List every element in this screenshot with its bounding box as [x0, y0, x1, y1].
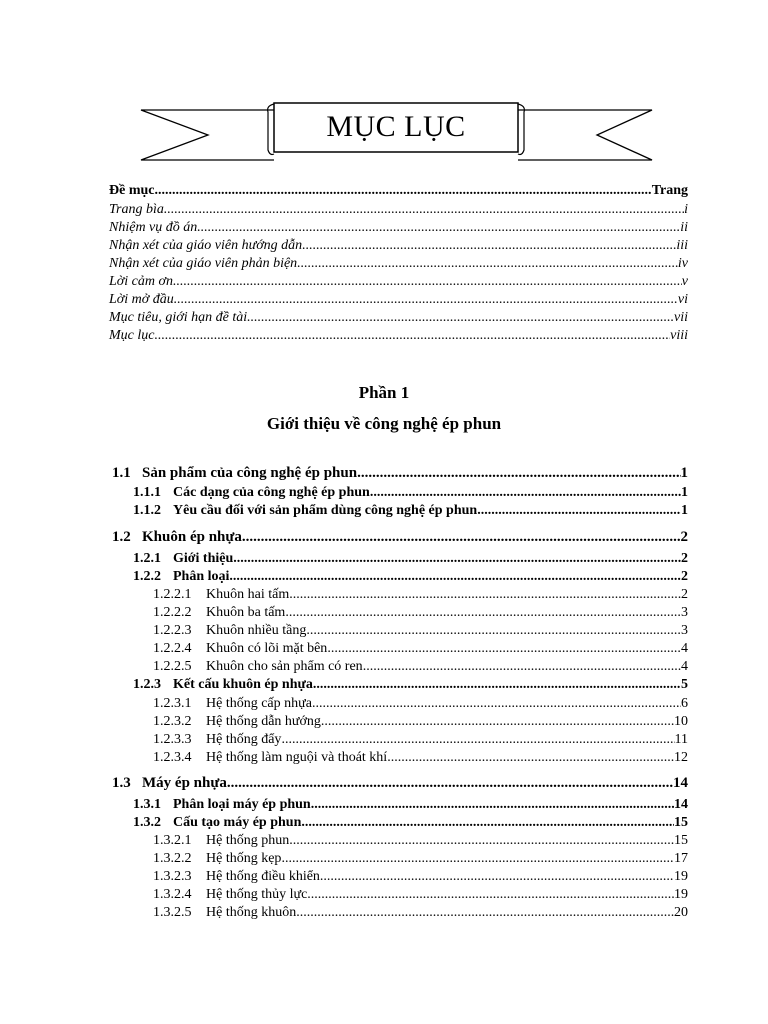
entry-title: Máy ép nhựa — [142, 775, 227, 791]
banner-right-curl — [518, 104, 524, 155]
toc-entry-level-2[interactable] — [133, 815, 688, 831]
toc-entry-level-3[interactable] — [153, 905, 688, 921]
entry-label — [153, 587, 289, 603]
item-label: Lời cảm ơn — [109, 274, 173, 289]
entry-page: 3 — [681, 623, 688, 638]
entry-number: 1.3.2.5 — [153, 905, 192, 920]
item-label: Nhận xét của giáo viên phản biện — [109, 256, 298, 271]
entry-title: Khuôn ép nhựa — [142, 529, 242, 545]
entry-number: 1.2.1 — [133, 551, 161, 566]
entry-label — [153, 659, 363, 675]
item-label: Nhiệm vụ đồ án — [109, 220, 198, 235]
entry-page: 19 — [674, 887, 688, 902]
toc-entry-level-3[interactable] — [153, 750, 688, 766]
entry-page: 4 — [681, 641, 688, 656]
entry-title: Khuôn hai tấm — [206, 587, 290, 602]
entry-title: Kết cấu khuôn ép nhựa — [173, 677, 313, 692]
leader-dots — [312, 696, 681, 712]
entry-page: 17 — [674, 851, 688, 866]
leader-dots — [242, 529, 681, 546]
entry-title: Khuôn có lõi mặt bên — [206, 641, 328, 656]
leader-dots — [307, 887, 674, 903]
entry-page: 1 — [681, 485, 688, 500]
leader-dots — [281, 732, 674, 748]
entry-page: 14 — [674, 797, 688, 812]
entry-page: 1 — [680, 465, 688, 481]
entry-label — [153, 623, 306, 639]
toc-entry-level-3[interactable] — [153, 605, 688, 621]
entry-page: 11 — [674, 732, 688, 747]
entry-title: Hệ thống thủy lực — [206, 887, 308, 902]
toc-entry-level-1[interactable] — [112, 529, 688, 546]
entry-number: 1.1 — [112, 465, 131, 481]
leader-dots — [311, 797, 674, 813]
entry-label — [153, 641, 327, 657]
front-matter-item[interactable] — [109, 292, 688, 308]
entry-label — [133, 551, 233, 567]
toc-entry-level-3[interactable] — [153, 623, 688, 639]
leader-dots — [233, 551, 681, 567]
entry-title: Cấu tạo máy ép phun — [173, 815, 302, 830]
entry-title: Khuôn nhiều tầng — [206, 623, 307, 638]
banner-left-tail — [141, 110, 274, 160]
entry-label — [153, 605, 285, 621]
item-page: i — [684, 202, 688, 217]
toc-entry-level-3[interactable] — [153, 714, 688, 730]
entry-number: 1.2.3 — [133, 677, 161, 692]
toc-entry-level-2[interactable] — [133, 677, 688, 693]
entry-number: 1.2.2.1 — [153, 587, 192, 602]
page-title: MỤC LỤC — [326, 110, 466, 143]
leader-dots — [306, 623, 681, 639]
leader-dots — [289, 833, 674, 849]
entry-number: 1.3.1 — [133, 797, 161, 812]
entry-number: 1.2.2.2 — [153, 605, 192, 620]
entry-number: 1.1.2 — [133, 503, 161, 518]
entry-number: 1.2.3.3 — [153, 732, 192, 747]
toc-entry-level-2[interactable] — [133, 503, 688, 519]
front-matter-item[interactable] — [109, 202, 688, 218]
leader-dots — [227, 775, 673, 792]
entry-number: 1.2.2.5 — [153, 659, 192, 674]
item-page: ii — [680, 220, 688, 235]
entry-page: 12 — [674, 750, 688, 765]
front-matter-item[interactable] — [109, 310, 688, 326]
entry-label — [153, 887, 307, 903]
entry-label — [153, 851, 281, 867]
leader-dots — [289, 587, 681, 603]
toc-entry-level-3[interactable] — [153, 732, 688, 748]
entry-title: Hệ thống dẫn hướng — [206, 714, 321, 729]
entry-label — [133, 797, 311, 813]
entry-title: Hệ thống kẹp — [206, 851, 282, 866]
front-matter-item[interactable] — [109, 256, 688, 272]
toc-entry-level-2[interactable] — [133, 551, 688, 567]
entry-page: 2 — [681, 569, 688, 584]
entry-number: 1.3.2.1 — [153, 833, 192, 848]
entry-number: 1.2 — [112, 529, 131, 545]
toc-entry-level-3[interactable] — [153, 641, 688, 657]
leader-dots — [320, 869, 674, 885]
entry-page: 1 — [681, 503, 688, 518]
toc-entry-level-3[interactable] — [153, 833, 688, 849]
leader-dots — [363, 659, 681, 675]
entry-page: 15 — [674, 815, 688, 830]
leader-dots — [302, 238, 676, 254]
leader-dots — [164, 202, 684, 218]
entry-label — [112, 775, 227, 792]
leader-dots — [174, 292, 678, 308]
entry-page: 2 — [680, 529, 688, 545]
toc-entry-level-3[interactable] — [153, 869, 688, 885]
entry-label — [133, 485, 370, 501]
leader-dots — [297, 256, 678, 272]
leader-dots — [154, 328, 670, 344]
entry-number: 1.2.3.4 — [153, 750, 192, 765]
entry-number: 1.2.2 — [133, 569, 161, 584]
entry-page: 20 — [674, 905, 688, 920]
item-page: vi — [677, 292, 688, 307]
entry-title: Hệ thống đẩy — [206, 732, 282, 747]
toc-header — [109, 183, 688, 199]
entry-number: 1.2.3.2 — [153, 714, 192, 729]
entry-title: Khuôn ba tấm — [206, 605, 286, 620]
leader-dots — [370, 485, 681, 501]
entry-label — [153, 869, 320, 885]
item-label: Mục lục — [109, 328, 155, 343]
entry-title: Yêu cầu đối với sản phẩm dùng công nghệ ép phun — [173, 503, 478, 518]
entry-title: Giới thiệu — [173, 551, 234, 566]
header-page: Trang — [651, 183, 688, 198]
leader-dots — [197, 220, 680, 236]
entry-page: 14 — [673, 775, 688, 791]
entry-label — [153, 833, 289, 849]
toc-entry-level-3[interactable] — [153, 587, 688, 603]
entry-page: 3 — [681, 605, 688, 620]
entry-number: 1.3.2.3 — [153, 869, 192, 884]
toc-entry-level-2[interactable] — [133, 485, 688, 501]
leader-dots — [327, 641, 681, 657]
toc-entry-level-1[interactable] — [112, 775, 688, 792]
entry-number: 1.3.2.4 — [153, 887, 192, 902]
entry-number: 1.3.2.2 — [153, 851, 192, 866]
leader-dots — [173, 274, 682, 290]
entry-number: 1.2.3.1 — [153, 696, 192, 711]
toc-entry-level-3[interactable] — [153, 659, 688, 675]
entry-label — [133, 677, 313, 693]
item-page: iii — [676, 238, 688, 253]
leader-dots — [155, 183, 652, 199]
leader-dots — [357, 465, 680, 482]
entry-label — [153, 714, 321, 730]
entry-page: 5 — [681, 677, 688, 692]
leader-dots — [313, 677, 681, 693]
leader-dots — [301, 815, 674, 831]
item-label: Trang bìa — [109, 202, 164, 217]
entry-page: 6 — [681, 696, 688, 711]
item-page: iv — [677, 256, 688, 271]
item-page: vii — [674, 310, 688, 325]
entry-label — [153, 696, 312, 712]
leader-dots — [285, 605, 681, 621]
entry-title: Các dạng của công nghệ ép phun — [173, 485, 370, 500]
entry-title: Hệ thống làm nguội và thoát khí — [206, 750, 388, 765]
entry-number: 1.2.2.3 — [153, 623, 192, 638]
header-label: Đề mục — [109, 183, 155, 198]
part-title: Giới thiệu về công nghệ ép phun — [266, 414, 502, 433]
entry-page: 15 — [674, 833, 688, 848]
part-label: Phần 1 — [358, 383, 410, 402]
entry-number: 1.1.1 — [133, 485, 161, 500]
entry-label — [112, 529, 242, 546]
entry-label — [133, 503, 477, 519]
entry-label — [153, 750, 387, 766]
toc-entry-level-1[interactable] — [112, 465, 688, 482]
front-matter-item[interactable] — [109, 274, 688, 290]
entry-number: 1.3 — [112, 775, 131, 791]
toc-entry-level-3[interactable] — [153, 887, 688, 903]
banner-right-tail — [518, 110, 652, 160]
entry-page: 2 — [681, 587, 688, 602]
entry-page: 10 — [674, 714, 688, 729]
entry-page: 4 — [681, 659, 688, 674]
entry-label — [153, 732, 281, 748]
leader-dots — [247, 310, 674, 326]
entry-label — [133, 815, 301, 831]
front-matter-item[interactable] — [109, 238, 688, 254]
leader-dots — [229, 569, 681, 585]
entry-title: Phân loại — [173, 569, 230, 584]
item-label: Nhận xét của giáo viên hướng dẫn — [109, 238, 303, 253]
entry-title: Hệ thống khuôn — [206, 905, 297, 920]
entry-title: Hệ thống điều khiển — [206, 869, 320, 884]
toc-entry-level-3[interactable] — [153, 851, 688, 867]
entry-number: 1.3.2 — [133, 815, 161, 830]
item-page: viii — [670, 328, 688, 343]
entry-label — [133, 569, 229, 585]
entry-label — [153, 905, 296, 921]
leader-dots — [296, 905, 674, 921]
entry-title: Hệ thống cấp nhựa — [206, 696, 312, 711]
entry-title: Hệ thống phun — [206, 833, 290, 848]
entry-title: Phân loại máy ép phun — [173, 797, 311, 812]
toc-entry-level-2[interactable] — [133, 797, 688, 813]
leader-dots — [321, 714, 674, 730]
toc-entry-level-3[interactable] — [153, 696, 688, 712]
leader-dots — [281, 851, 674, 867]
entry-page: 2 — [681, 551, 688, 566]
front-matter-item[interactable] — [109, 328, 688, 344]
entry-page: 19 — [674, 869, 688, 884]
item-label: Mục tiêu, giới hạn đề tài — [109, 310, 248, 325]
entry-title: Sản phẩm của công nghệ ép phun — [142, 465, 358, 481]
entry-title: Khuôn cho sản phẩm có ren — [206, 659, 363, 674]
leader-dots — [387, 750, 674, 766]
leader-dots — [477, 503, 681, 519]
entry-label — [112, 465, 357, 482]
entry-number: 1.2.2.4 — [153, 641, 192, 656]
item-page: v — [681, 274, 688, 289]
item-label: Lời mở đầu — [109, 292, 174, 307]
front-matter-item[interactable] — [109, 220, 688, 236]
title-banner — [0, 0, 768, 200]
toc-entry-level-2[interactable] — [133, 569, 688, 585]
